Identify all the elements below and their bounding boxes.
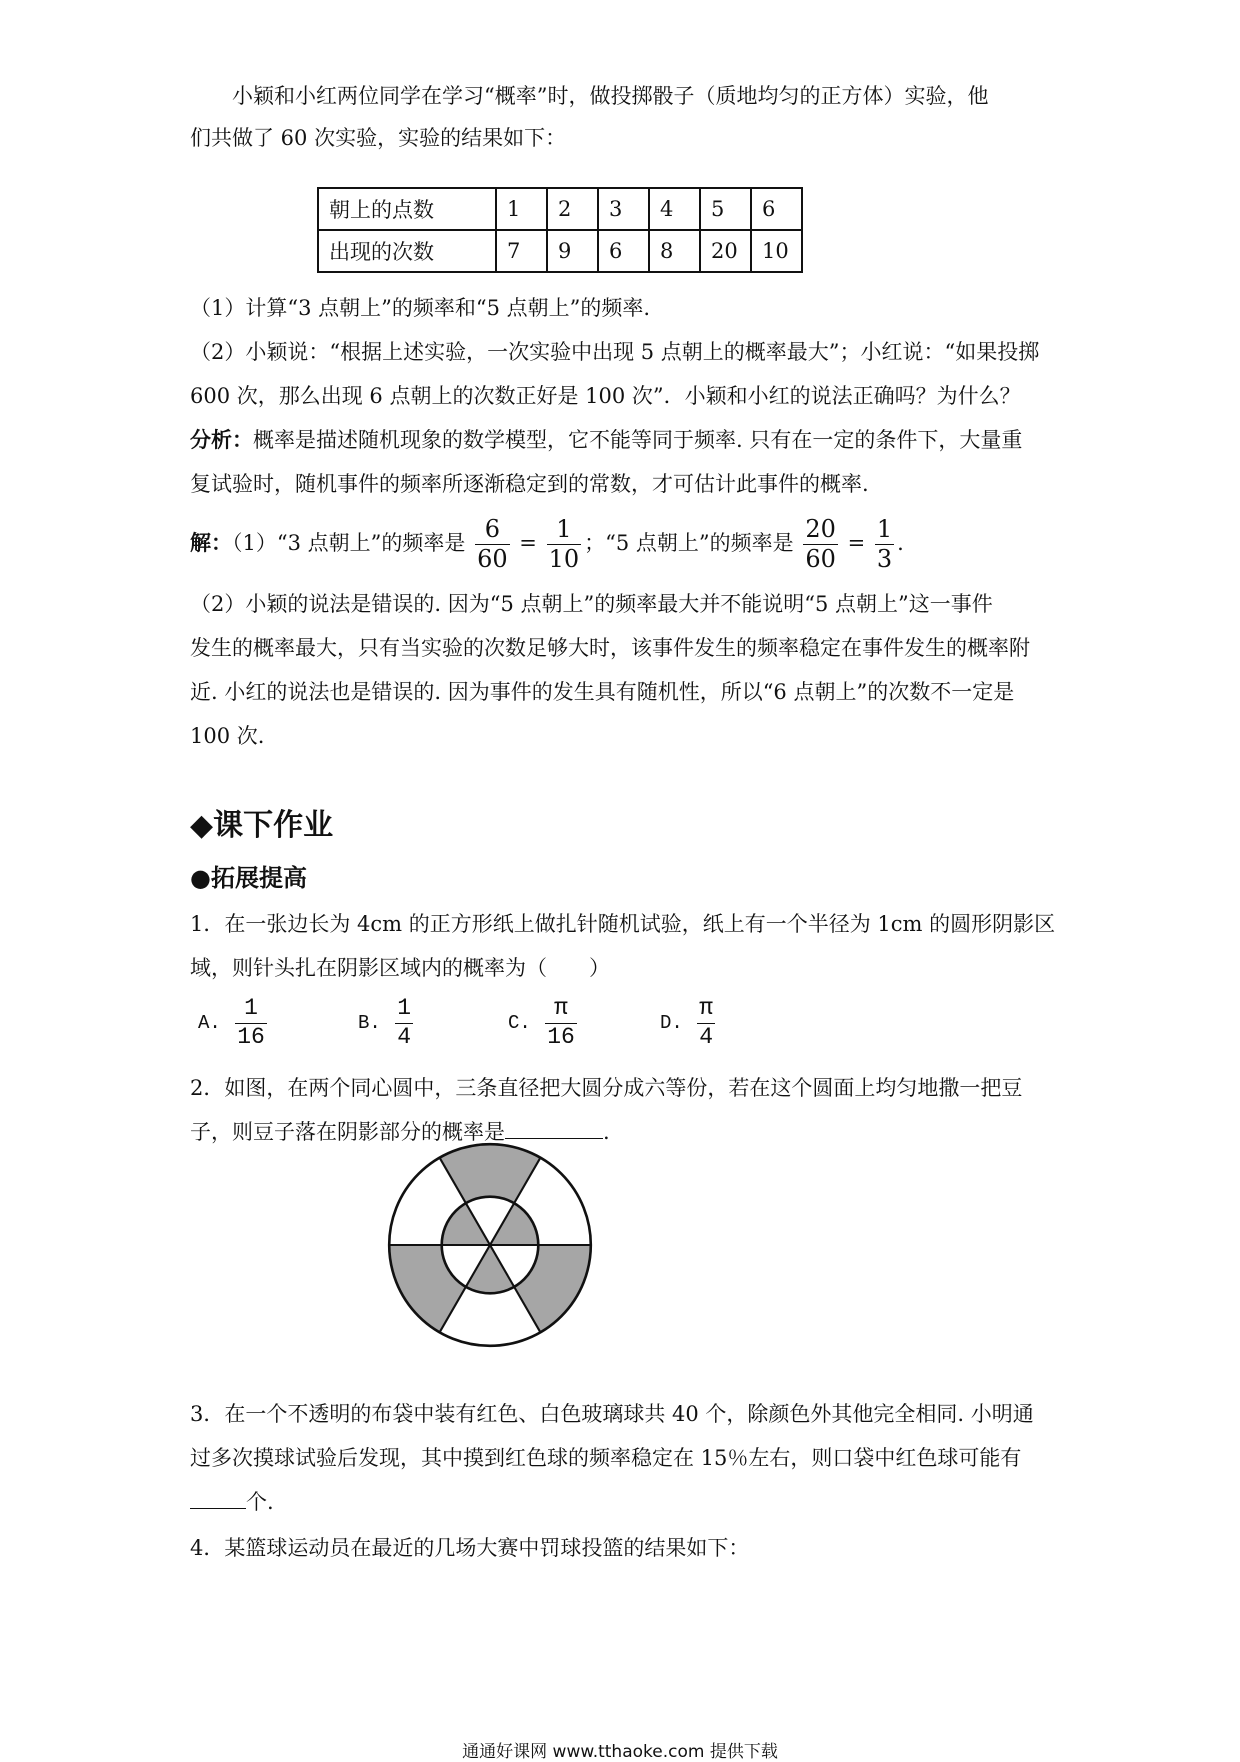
section-subtitle: ●拓展提高 — [190, 864, 307, 892]
option-d[interactable]: D. $\frac{\pi}{4}$ — [660, 995, 714, 1050]
shaded-inner-sector — [490, 1203, 538, 1245]
exercise-1-line-2: 域，则针头扎在阴影区域内的概率为（ ） — [190, 956, 610, 980]
question-2-line-1: （2）小颖说：“根据上述实验，一次实验中出现 5 点朝上的概率最大”；小红说：“如果投掷 — [190, 340, 1040, 364]
analysis-line-1 — [190, 422, 1060, 458]
table-row-label: 朝上的点数 — [318, 188, 496, 230]
table-cell: 5 — [700, 188, 751, 230]
fraction: $\frac{6}{60}$ — [477, 515, 508, 573]
answer-2-line-3: 近. 小红的说法也是错误的. 因为事件的发生具有随机性，所以“6 点朝上”的次数不一定是 — [190, 680, 1015, 704]
solution-line — [190, 512, 1060, 574]
answer-blank[interactable] — [505, 1114, 603, 1139]
exercise-4-line-1: 4．某篮球运动员在最近的几场大赛中罚球投篮的结果如下： — [190, 1536, 750, 1560]
table-row-label: 出现的次数 — [318, 230, 496, 272]
analysis-label: 分析： — [190, 428, 253, 452]
page-footer: 通通好课网 www.tthaoke.com 提供下载 — [462, 1742, 778, 1762]
table-cell: 10 — [751, 230, 802, 272]
table-cell: 6 — [751, 188, 802, 230]
table-cell: 20 — [700, 230, 751, 272]
solution-end: . — [897, 531, 904, 555]
table-cell: 2 — [547, 188, 598, 230]
analysis-text: 概率是描述随机现象的数学模型，它不能等同于频率. 只有在一定的条件下，大量重 — [253, 428, 1023, 452]
answer-2-line-4: 100 次. — [190, 724, 265, 748]
dice-results-table — [317, 187, 803, 273]
table-cell: 3 — [598, 188, 649, 230]
intro-line-1: 小颖和小红两位同学在学习“概率”时，做投掷骰子（质地均匀的正方体）实验，他 — [232, 84, 989, 108]
shaded-ring-sector — [440, 1144, 541, 1203]
answer-2-line-1: （2）小颖的说法是错误的. 因为“5 点朝上”的频率最大并不能说明“5 点朝上”这一事件 — [190, 592, 993, 616]
exercise-2-line-2: 子，则豆子落在阴影部分的概率是 . — [190, 1114, 1060, 1150]
question-2-line-2: 600 次，那么出现 6 点朝上的次数正好是 100 次”．小颖和小红的说法正确吗？为什么？ — [190, 384, 1021, 408]
answer-2-line-2: 发生的概率最大，只有当实验的次数足够大时，该事件发生的频率稳定在事件发生的概率附 — [190, 636, 1030, 660]
solution-part-b: ；“5 点朝上”的频率是 — [584, 531, 794, 555]
option-b[interactable]: B. $\frac{1}{4}$ — [358, 995, 412, 1050]
table-cell: 6 — [598, 230, 649, 272]
table-cell: 8 — [649, 230, 700, 272]
fraction: $\frac{\pi}{4}$ — [699, 995, 714, 1050]
option-c[interactable]: C. $\frac{\pi}{16}$ — [508, 995, 575, 1050]
exercise-1-line-1: 1．在一张边长为 4cm 的正方形纸上做扎针随机试验，纸上有一个半径为 1cm 的圆形阴影区 — [190, 912, 1056, 936]
answer-blank[interactable] — [190, 1484, 246, 1509]
fraction: $\frac{1}{16}$ — [237, 995, 265, 1050]
table-cell: 1 — [496, 188, 547, 230]
exercise-2-line-1: 2．如图，在两个同心圆中，三条直径把大圆分成六等份，若在这个圆面上均匀地撒一把豆 — [190, 1076, 1023, 1100]
equals-sign: = — [519, 531, 537, 555]
shaded-ring-sector — [514, 1245, 591, 1332]
exercise-1-options — [198, 995, 898, 1065]
solution-part-a: （1）“3 点朝上”的频率是 — [232, 531, 466, 555]
section-title: ◆课下作业 — [190, 808, 334, 843]
figure-shapes — [389, 1144, 591, 1346]
fraction: $\frac{1}{3}$ — [876, 515, 893, 573]
question-1: （1）计算“3 点朝上”的频率和“5 点朝上”的频率. — [190, 296, 651, 320]
fraction: $\frac{\pi}{16}$ — [547, 995, 575, 1050]
exercise-3-line-3: 个. — [190, 1484, 1060, 1520]
intro-line-2: 们共做了 60 次实验，实验的结果如下： — [190, 126, 567, 150]
fraction: $\frac{1}{10}$ — [548, 515, 580, 573]
shaded-inner-sector — [442, 1203, 490, 1245]
fraction: $\frac{20}{60}$ — [805, 515, 836, 573]
table-cell: 4 — [649, 188, 700, 230]
analysis-line-2: 复试验时，随机事件的频率所逐渐稳定到的常数，才可估计此事件的概率. — [190, 472, 869, 496]
shaded-ring-sector — [389, 1245, 466, 1332]
equals-sign: = — [847, 531, 866, 555]
table-cell: 7 — [496, 230, 547, 272]
table-row — [318, 188, 802, 230]
exercise-3-line-2: 过多次摸球试验后发现，其中摸到红色球的频率稳定在 15％左右，则口袋中红色球可能有 — [190, 1446, 1022, 1470]
fraction: $\frac{1}{4}$ — [397, 995, 412, 1050]
solution-label: 解： — [190, 531, 232, 555]
exercise-3-line-1: 3．在一个不透明的布袋中装有红色、白色玻璃球共 40 个，除颜色外其他完全相同. 小明通 — [190, 1402, 1034, 1426]
table-row — [318, 230, 802, 272]
concentric-circles-figure — [385, 1140, 595, 1350]
option-a[interactable]: A. $\frac{1}{16}$ — [198, 995, 265, 1050]
shaded-inner-sector — [466, 1245, 514, 1293]
table-cell: 9 — [547, 230, 598, 272]
